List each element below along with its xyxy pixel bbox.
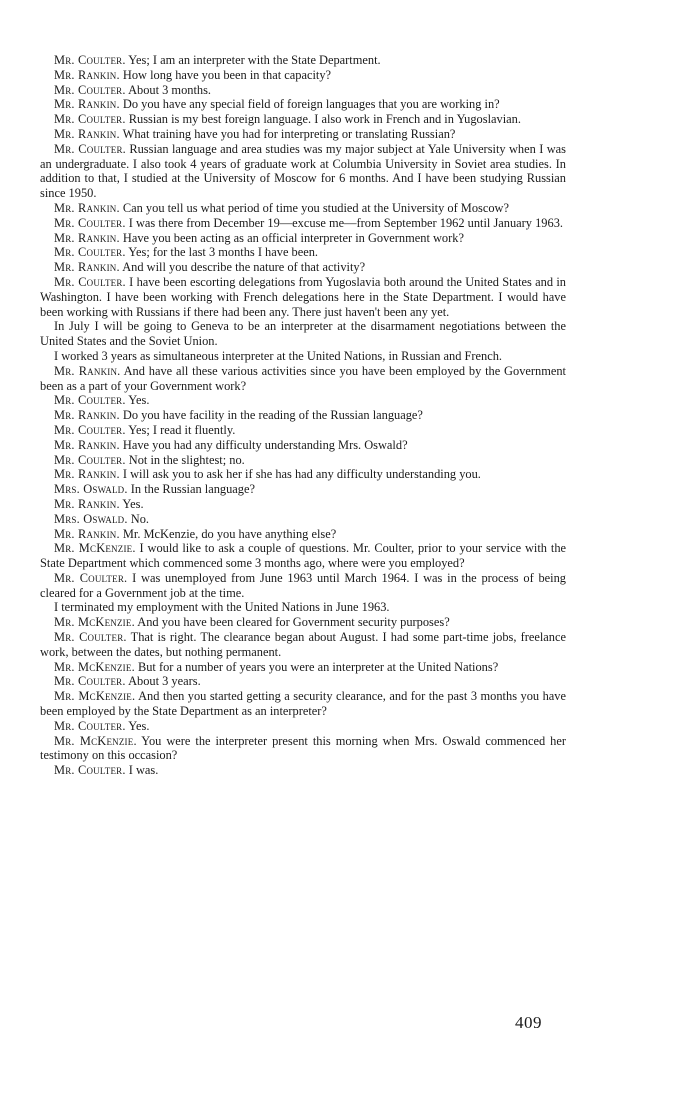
speech-text: What training have you had for interpreting or translating Russian? [119, 126, 456, 141]
speech-text: How long have you been in that capacity? [119, 67, 332, 82]
speaker-name: Mr. McKenzie. [54, 689, 136, 704]
speech-text: I worked 3 years as simultaneous interpreter at the United Nations, in Russian and French. [54, 348, 503, 363]
speech-text: But for a number of years you were an interpreter at the United Nations? [134, 659, 499, 674]
testimony-paragraph [40, 497, 566, 512]
speech-text: Not in the slightest; no. [125, 452, 245, 467]
speech-text: Yes; I read it fluently. [125, 422, 236, 437]
speech-text: I was unemployed from June 1963 until March 1964. I was in the process of being cleared for a Government job at the time. [40, 570, 566, 600]
speech-text: Yes. [119, 496, 144, 511]
speaker-name: Mr. Coulter. [54, 718, 126, 733]
speaker-name: Mr. Coulter. [54, 82, 126, 97]
testimony-paragraph [40, 275, 566, 319]
speech-text: That is right. The clearance began about August. I had some part-time jobs, freelance work, between the dates, but nothing permanent. [40, 630, 566, 659]
speaker-name: Mr. Rankin. [54, 526, 120, 541]
speech-text: I have been escorting delegations from Yugoslavia both around the United States and in Washington. I have been working with French delegations here in the State Department. I would have been working with Russians if there had been any. There just haven't been any yet. [40, 274, 566, 319]
speech-text: Yes. [125, 393, 150, 408]
speaker-name: Mr. Rankin. [54, 126, 120, 141]
speaker-name: Mr. McKenzie. [54, 659, 135, 674]
testimony-paragraph [40, 408, 566, 423]
testimony-paragraph [40, 364, 566, 394]
speech-text: I would like to ask a couple of questions. Mr. Coulter, prior to your service with the State Department which commenced some 3 months ago, where were you employed? [40, 541, 567, 571]
speaker-name: Mr. Coulter. [54, 393, 126, 408]
testimony-paragraph [40, 97, 566, 112]
speech-text: Yes; for the last 3 months I have been. [125, 245, 319, 260]
testimony-paragraph [40, 674, 566, 689]
testimony-paragraph [40, 615, 566, 630]
speaker-name: Mr. Coulter. [54, 245, 126, 260]
speaker-name: Mr. Coulter. [54, 674, 126, 689]
speaker-name: Mr. Rankin. [54, 363, 121, 378]
speech-text: In the Russian language? [127, 482, 255, 497]
testimony-paragraph [40, 482, 566, 497]
speaker-name: Mr. McKenzie. [54, 733, 137, 748]
speech-text: About 3 months. [125, 82, 212, 97]
testimony-paragraph [40, 571, 566, 601]
speaker-name: Mr. Rankin. [54, 200, 120, 215]
speech-text: No. [127, 511, 150, 526]
speaker-name: Mr. McKenzie. [54, 615, 135, 630]
speech-text: And you have been cleared for Government security purposes? [134, 615, 450, 630]
speaker-name: Mr. Rankin. [54, 408, 120, 423]
testimony-paragraph [40, 423, 566, 438]
speaker-name: Mr. Coulter. [54, 274, 126, 289]
speaker-name: Mrs. Oswald. [54, 511, 128, 526]
speech-text: I will ask you to ask her if she has had any difficulty understanding you. [119, 467, 481, 482]
speaker-name: Mr. Coulter. [54, 763, 126, 778]
speech-text: Do you have any special field of foreign languages that you are working in? [119, 97, 500, 112]
testimony-paragraph [40, 142, 566, 201]
speech-text: Russian is my best foreign language. I also work in French and in Yugoslavian. [125, 112, 521, 127]
testimony-paragraph [40, 512, 566, 527]
speaker-name: Mr. Coulter. [54, 452, 126, 467]
testimony-paragraph [40, 216, 566, 231]
testimony-paragraph [40, 231, 566, 246]
testimony-paragraph [40, 68, 566, 83]
testimony-paragraph [40, 393, 566, 408]
speech-text: Mr. McKenzie, do you have anything else? [119, 526, 337, 541]
speech-text: Can you tell us what period of time you studied at the University of Moscow? [119, 200, 509, 215]
testimony-paragraph [40, 349, 566, 364]
testimony-paragraph [40, 453, 566, 468]
speaker-name: Mr. Rankin. [54, 67, 120, 82]
speaker-name: Mr. Rankin. [54, 97, 120, 112]
speaker-name: Mr. Coulter. [54, 570, 128, 585]
speech-text: Have you been acting as an official interpreter in Government work? [119, 230, 464, 245]
speaker-name: Mr. Rankin. [54, 496, 120, 511]
speaker-name: Mr. Rankin. [54, 467, 120, 482]
testimony-paragraph [40, 689, 566, 719]
speaker-name: Mr. McKenzie. [54, 541, 136, 556]
speech-text: And have all these various activities since you have been employed by the Government been as a part of your Government work? [40, 363, 566, 393]
speaker-name: Mr. Coulter. [54, 422, 126, 437]
speaker-name: Mr. Coulter. [54, 630, 127, 645]
speech-text: And then you started getting a security clearance, and for the past 3 months you have been employed by the State Department as an interpreter? [40, 689, 566, 719]
speech-text: Russian language and area studies was my major subject at Yale University when I was an undergraduate. I also took 4 years of graduate work at Columbia University in Soviet area studies. In addition to that, I studied at the University of Moscow for 6 months. And I have been studying Russian since 1950. [40, 141, 566, 201]
speech-text: Yes. [125, 718, 150, 733]
testimony-paragraph [40, 600, 566, 615]
speaker-name: Mr. Coulter. [54, 215, 126, 230]
testimony-paragraph [40, 438, 566, 453]
testimony-text [40, 53, 566, 778]
speech-text: Have you had any difficulty understanding Mrs. Oswald? [119, 437, 408, 452]
testimony-paragraph [40, 83, 566, 98]
page-number: 409 [515, 1013, 542, 1032]
speaker-name: Mr. Coulter. [54, 112, 126, 127]
speech-text: You were the interpreter present this morning when Mrs. Oswald commenced her testimony on this occasion? [40, 733, 566, 763]
speech-text: Do you have facility in the reading of the Russian language? [119, 408, 423, 423]
testimony-paragraph [40, 734, 566, 764]
speech-text: Yes; I am an interpreter with the State Department. [125, 53, 381, 67]
testimony-paragraph [40, 112, 566, 127]
testimony-paragraph [40, 719, 566, 734]
speech-text: I terminated my employment with the United Nations in June 1963. [54, 600, 390, 615]
testimony-paragraph [40, 53, 566, 68]
speech-text: And will you describe the nature of that activity? [119, 260, 366, 275]
testimony-paragraph [40, 319, 566, 349]
speaker-name: Mr. Rankin. [54, 260, 120, 275]
speaker-name: Mr. Rankin. [54, 230, 120, 245]
speech-text: I was there from December 19—excuse me—from September 1962 until January 1963. [125, 215, 563, 230]
testimony-paragraph [40, 467, 566, 482]
speech-text: In July I will be going to Geneva to be an interpreter at the disarmament negotiations between the United States and the Soviet Union. [40, 319, 566, 349]
testimony-paragraph [40, 541, 566, 571]
speech-text: I was. [125, 763, 159, 778]
testimony-paragraph [40, 763, 566, 778]
testimony-paragraph [40, 527, 566, 542]
testimony-paragraph [40, 660, 566, 675]
speaker-name: Mr. Coulter. [54, 53, 126, 67]
testimony-paragraph [40, 260, 566, 275]
testimony-paragraph [40, 245, 566, 260]
speaker-name: Mr. Coulter. [54, 141, 126, 156]
testimony-paragraph [40, 630, 566, 660]
speaker-name: Mrs. Oswald. [54, 482, 128, 497]
speech-text: About 3 years. [125, 674, 201, 689]
testimony-paragraph [40, 127, 566, 142]
speaker-name: Mr. Rankin. [54, 437, 120, 452]
testimony-paragraph [40, 201, 566, 216]
